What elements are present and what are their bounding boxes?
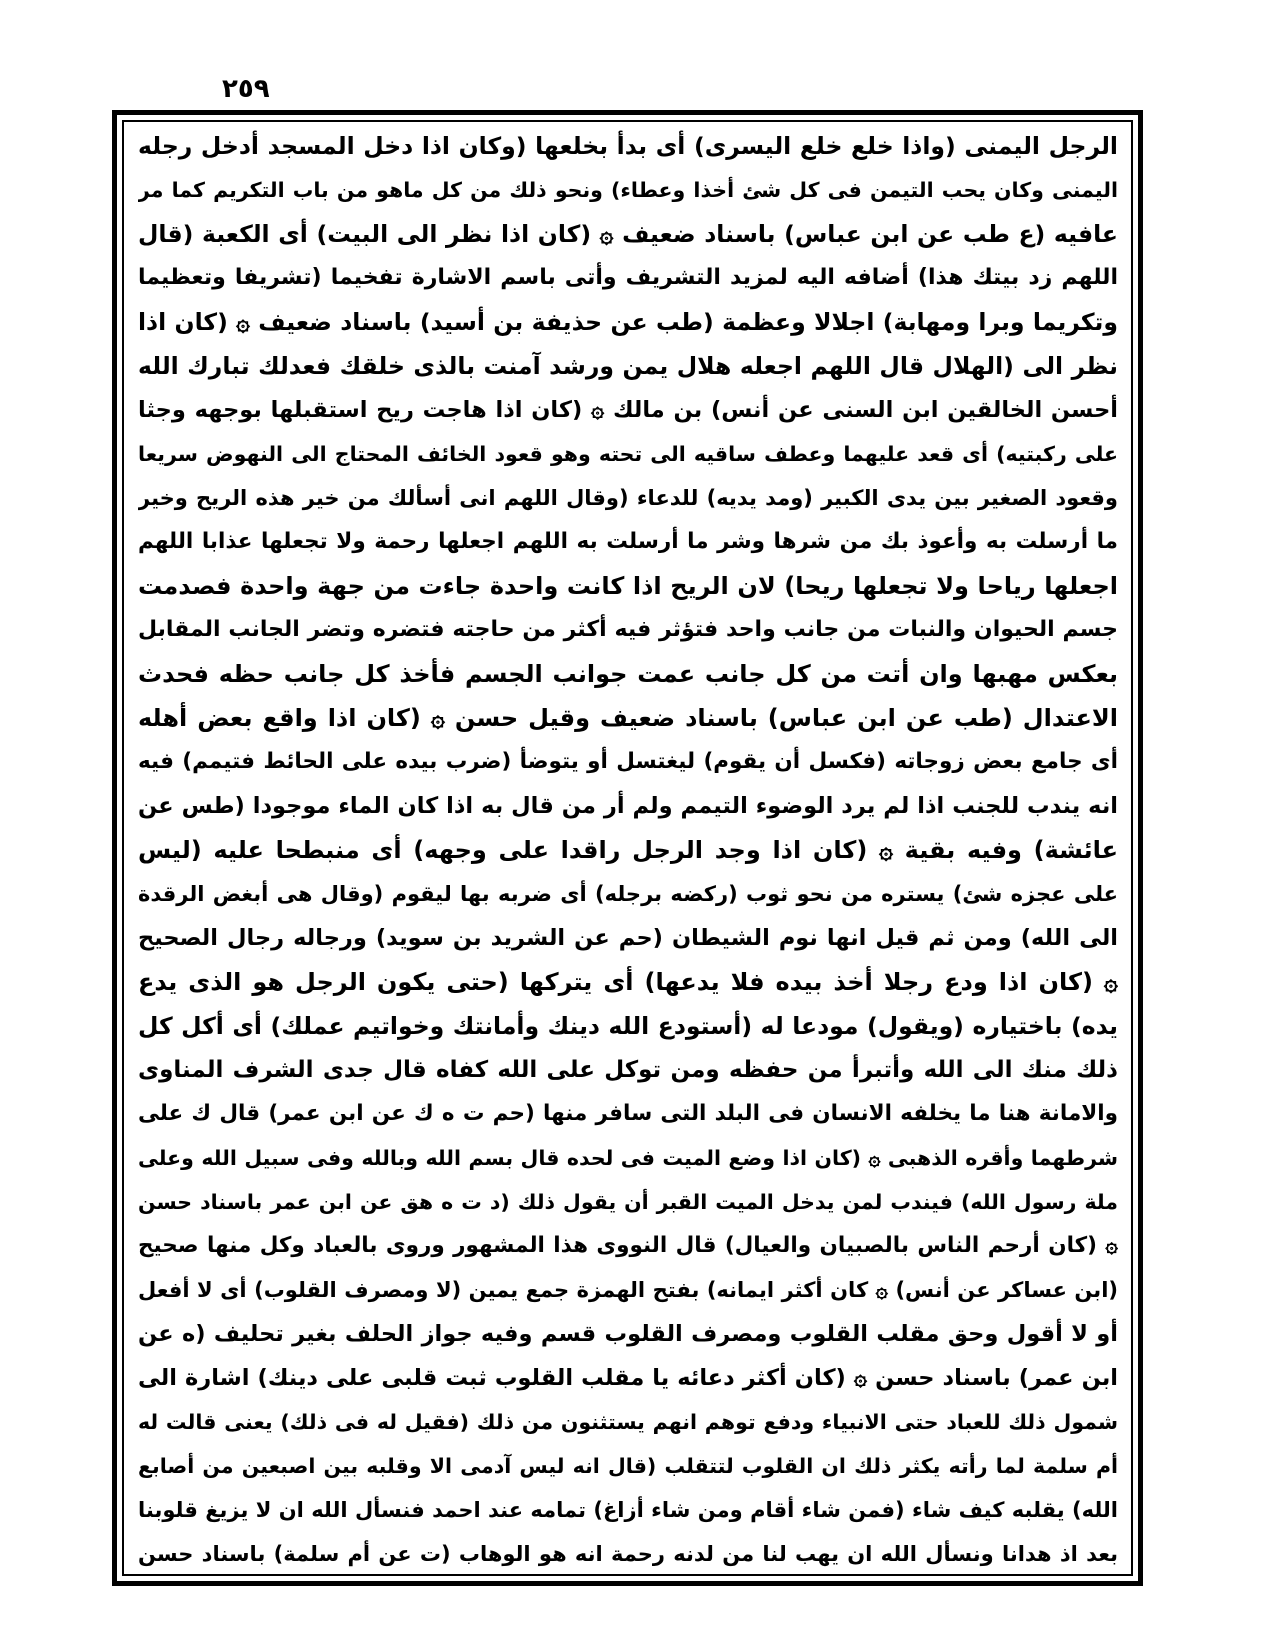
text-line: أحسن الخالقين ابن السنى عن أنس) بن مالك ۞ (كان اذا هاجت ريح استقبلها بوجهه وجثا — [138, 397, 1118, 423]
text-line: والامانة هنا ما يخلفه الانسان فى البلد التى سافر منها (حم ت ه ك عن ابن عمر) قال ك على — [138, 1101, 1118, 1126]
text-line: على عجزه شئ) يستره من نحو ثوب (ركضه برجله) أى ضربه بها ليقوم (وقال هى أبغض الرقدة — [138, 882, 1118, 906]
text-line: وتكريما وبرا ومهابة) اجلالا وعظمة (طب عن حذيفة بن أسيد) باسناد ضعيف ۞ (كان اذا — [138, 308, 1118, 336]
text-line: (ابن عساكر عن أنس) ۞ كان أكثر ايمانه) بفتح الهمزة جمع يمين (لا ومصرف القلوب) أى لا أفعل — [138, 1278, 1118, 1302]
text-line: على ركبتيه) أى قعد عليهما وعطف ساقيه الى تحته وهو قعود الخائف المحتاج الى النهوض سريعا — [138, 442, 1118, 466]
text-line: عائشة) وفيه بقية ۞ (كان اذا وجد الرجل راقدا على وجهه) أى منبطحا عليه (ليس — [138, 836, 1118, 864]
text-line: ذلك منك الى الله وأتبرأ من حفظه ومن توكل على الله كفاه قال جدى الشرف المناوى — [138, 1057, 1118, 1083]
text-line: انه يندب للجنب اذا لم يرد الوضوء التيمم ولم أر من قال به اذا كان الماء موجودا (طس عن — [138, 793, 1118, 819]
text-line: ما أرسلت به وأعوذ بك من شرها وشر ما أرسلت به اللهم اجعلها رحمة ولا تجعلها عذابا اللهم — [138, 529, 1118, 554]
text-line: ابن عمر) باسناد حسن ۞ (كان أكثر دعائه يا مقلب القلوب ثبت قلبى على دينك) اشارة الى — [138, 1365, 1118, 1391]
text-line: شرطهما وأقره الذهبى ۞ (كان اذا وضع الميت فى لحده قال بسم الله وبالله وفى سبيل الله وعلى — [138, 1146, 1118, 1170]
text-line: أو لا أقول وحق مقلب القلوب ومصرف القلوب قسم وفيه جواز الحلف بغير تحليف (ه عن — [138, 1321, 1118, 1347]
text-line: وقعود الصغير بين يدى الكبير (ومد يديه) للدعاء (وقال اللهم انى أسألك من خير هذه الريح وخير — [138, 486, 1118, 510]
text-line: أم سلمة لما رأته يكثر ذلك ان القلوب لتتقلب (قال انه ليس آدمى الا وقلبه بين اصبعين من أصابع — [138, 1454, 1118, 1478]
text-line: جسم الحيوان والنبات من جانب واحد فتؤثر فيه أكثر من حاجته فتضره وتضر الجانب المقابل — [138, 617, 1118, 642]
text-line: اجعلها رياحا ولا تجعلها ريحا) لان الريح اذا كانت واحدة جاءت من جهة واحدة فصدمت — [138, 572, 1118, 600]
text-line: نظر الى (الهلال قال اللهم اجعله هلال يمن ورشد آمنت بالذى خلقك فعدلك تبارك الله — [138, 352, 1118, 380]
text-line: شمول ذلك للعباد حتى الانبياء ودفع توهم انهم يستثنون من ذلك (فقيل له فى ذلك) يعنى قالت له — [138, 1410, 1118, 1434]
text-line: عافيه (ع طب عن ابن عباس) باسناد ضعيف ۞ (كان اذا نظر الى البيت) أى الكعبة (قال — [138, 220, 1118, 248]
text-line: بعكس مهبها وان أتت من كل جانب عمت جوانب الجسم فأخذ كل جانب حظه فحدث — [138, 660, 1118, 688]
text-line: بعد اذ هدانا ونسأل الله ان يهب لنا من لدنه رحمة انه هو الوهاب (ت عن أم سلمة) باسناد حسن — [138, 1542, 1118, 1566]
text-line: الرجل اليمنى (واذا خلع خلع اليسرى) أى بدأ بخلعها (وكان اذا دخل المسجد أدخل رجله — [138, 132, 1118, 160]
text-line: الاعتدال (طب عن ابن عباس) باسناد ضعيف وقيل حسن ۞ (كان اذا واقع بعض أهله — [138, 704, 1118, 732]
text-line: الى الله) ومن ثم قيل انها نوم الشيطان (حم عن الشريد بن سويد) ورجاله رجال الصحيح — [138, 925, 1118, 951]
text-line: أى جامع بعض زوجاته (فكسل أن يقوم) ليغتسل أو يتوضأ (ضرب بيده على الحائط فتيمم) فيه — [138, 749, 1118, 774]
text-line: ۞ (كان أرحم الناس بالصبيان والعيال) قال النووى هذا المشهور وروى بالعباد وكل منها صحيح — [138, 1233, 1118, 1258]
page-number: ٢٥٩ — [222, 74, 270, 104]
text-line: ۞ (كان اذا ودع رجلا أخذ بيده فلا يدعها) أى يتركها (حتى يكون الرجل هو الذى يدع — [138, 968, 1118, 996]
page-text-block — [138, 128, 1118, 1572]
text-line: ملة رسول الله) فيندب لمن يدخل الميت القبر أن يقول ذلك (د ت ه هق عن ابن عمر باسناد حسن — [138, 1190, 1118, 1214]
text-line: اللهم زد بيتك هذا) أضافه اليه لمزيد التشريف وأتى باسم الاشارة تفخيما (تشريفا وتعظيما — [138, 265, 1118, 290]
text-line: الله) يقلبه كيف شاء (فمن شاء أقام ومن شاء أزاغ) تمامه عند احمد فنسأل الله ان لا يزيغ قلوبنا — [138, 1498, 1118, 1522]
text-line: يده) باختياره (ويقول) مودعا له (أستودع الله دينك وأمانتك وخواتيم عملك) أى أكل كل — [138, 1012, 1118, 1040]
text-line: اليمنى وكان يحب التيمن فى كل شئ أخذا وعطاء) ونحو ذلك من كل ماهو من باب التكريم كما مر — [138, 178, 1118, 202]
